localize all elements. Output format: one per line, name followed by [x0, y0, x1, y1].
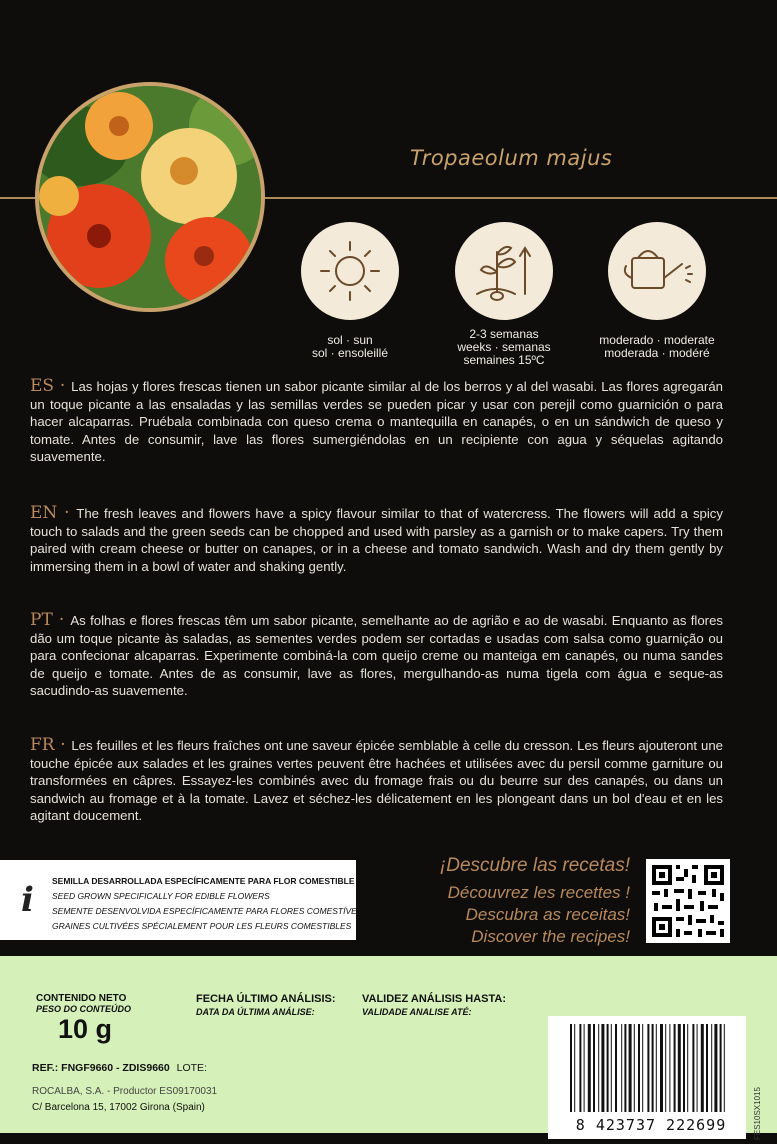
analysis-date-label-pt: DATA DA ÚLTIMA ANÁLISE:: [196, 1007, 315, 1017]
barcode-number: 8 423737 222699: [575, 1116, 727, 1134]
caption-line: sol · ensoleillé: [311, 346, 389, 360]
seedling-growth-icon: [455, 222, 553, 320]
water-caption: [572, 334, 742, 360]
caption-line: sol · sun: [327, 333, 373, 347]
address-line: C/ Barcelona 15, 17002 Girona (Spain): [32, 1102, 205, 1113]
net-weight: 10 g: [58, 1014, 113, 1044]
sun-icon: [301, 222, 399, 320]
sun-caption: [265, 334, 435, 360]
description-pt: PT · As folhas e flores frescas têm um sabor picante, semelhante ao de agrião e ao de wasabi. Enquanto as flores dão um toque picante às saladas, as sementes verdes podem ser cortadas e usadas com salsa como guarnição ou para confecionar alcaparras. Experimente combiná-la com queijo creme ou manteiga em canapés, ou numa sandes de queijo e tomate. Antes de as consumir, lave as flores, mergulhando-as numa tigela com água e seque-as sacudindo-as suavemente.: [30, 610, 723, 699]
caption-line: 2-3 semanas: [469, 327, 539, 341]
validity-label: VALIDEZ ANÁLISIS HASTA:: [362, 993, 507, 1005]
barcode: [548, 1016, 746, 1139]
growth-caption: [419, 328, 589, 367]
info-line: SEMILLA DESARROLLADA ESPECÍFICAMENTE PARA FLOR COMESTIBLE: [52, 876, 355, 886]
lot-label: LOTE:: [176, 1062, 207, 1074]
caption-line: semaines 15ºC: [463, 353, 545, 367]
net-content-label-pt: PESO DO CONTEÚDO: [36, 1004, 132, 1014]
description-text: The fresh leaves and flowers have a spicy flavour similar to that of watercress. The flowers will add a spicy touch to salads and the green seeds can be chopped and used with parsley as a garnish or to make capers. Try them paired with cream cheese or butter on canapes, or in a cheese and tomato sandwich. Wash and dry them gently by immersing them in a bowl of water and shaking gently.: [30, 506, 723, 574]
lang-code: PT: [30, 610, 53, 630]
analysis-date-label: FECHA ÚLTIMO ANÁLISIS:: [196, 993, 336, 1005]
side-code: FES10SX1015: [753, 1087, 762, 1140]
description-text: Las hojas y flores frescas tienen un sabor picante similar al de los berros y al del wasabi. Las flores agregarán un toque picante a las ensaladas y las semillas verdes se pueden picar y usar con perejil como guarnición o para hacer alcaparras. Pruébala combinada con queso crema o mantequilla en canapés, o en un sándwich de queso y tomate. Antes de consumir, lave las flores sumergiéndolas en un recipiente con agua y séquelas agitando suavemente.: [30, 379, 723, 465]
description-text: Les feuilles et les fleurs fraîches ont une saveur épicée semblable à celle du cresson. Les fleurs ajouteront une touche épicée aux salades et les graines vertes peuvent être hachées et utilisées avec du persil comme garniture ou transformées en câpres. Essayez-les combinés avec du fromage frais ou du beurre sur des canapés, ou dans un sandwich au fromage et à la tomate. Lavez et séchez-les délicatement en les plongeant dans un bol d'eau et en les agitant doucement.: [30, 738, 723, 824]
producer-line: ROCALBA, S.A. - Productor ES09170031: [32, 1086, 218, 1097]
recipes-en[interactable]: Discover the recipes!: [471, 927, 630, 946]
description-fr: FR · Les feuilles et les fleurs fraîches ont une saveur épicée semblable à celle du cresson. Les fleurs ajouteront une touche épicée aux salades et les graines vertes peuvent être hachées et utilisées avec du persil comme garniture ou transformées en câpres. Essayez-les combinés avec du fromage frais ou du beurre sur des canapés, ou dans un sandwich au fromage et à la tomate. Lavez et séchez-les délicatement en les plongeant dans un bol d'eau et en les agitant doucement.: [30, 735, 723, 824]
description-en: EN · The fresh leaves and flowers have a spicy flavour similar to that of watercress. The flowers will add a spicy touch to salads and the green seeds can be chopped and used with parsley as a garnish or to make capers. Try them paired with cream cheese or butter on canapes, or in a cheese and tomato sandwich. Wash and dry them gently by immersing them in a bowl of water and shaking gently.: [30, 503, 723, 574]
info-line: SEED GROWN SPECIFICALLY FOR EDIBLE FLOWERS: [52, 891, 270, 901]
description-text: As folhas e flores frescas têm um sabor picante, semelhante ao de agrião e ao de wasabi. Enquanto as flores dão um toque picante às saladas, as sementes verdes podem ser cortadas e usadas com salsa como guarnição ou para confecionar alcaparras. Experimente combiná-la com queijo creme ou manteiga em canapés, ou numa sandes de queijo e tomate. Antes de as consumir, lave as flores, mergulhando-as numa tigela com água e seque-as sacudindo-as suavemente.: [30, 613, 723, 699]
info-line: SEMENTE DESENVOLVIDA ESPECÍFICAMENTE PARA FLORES COMESTÍVEIS: [52, 906, 365, 916]
caption-line: moderada · modéré: [604, 346, 710, 360]
side-code-strip: [753, 1020, 773, 1140]
info-line: GRAINES CULTIVÉES SPÉCIALEMENT POUR LES FLEURS COMESTIBLES: [52, 921, 352, 931]
nasturtium-photo: [35, 82, 265, 312]
recipes-es[interactable]: ¡Descubre las recetas!: [439, 855, 630, 876]
recipes-pt[interactable]: Descubra as receitas!: [465, 905, 630, 924]
validity-label-pt: VALIDADE ANALISE ATÉ:: [362, 1007, 472, 1017]
species-name: Tropaeolum majus: [410, 146, 613, 170]
recipes-fr[interactable]: Découvrez les recettes !: [447, 883, 630, 902]
lang-code: FR: [30, 735, 55, 755]
caption-line: moderado · moderate: [599, 333, 715, 347]
reference-code: REF.: FNGF9660 - ZDIS9660: [32, 1062, 170, 1074]
qr-code[interactable]: [646, 859, 730, 943]
watering-can-icon: [608, 222, 706, 320]
net-content-label: CONTENIDO NETO: [36, 993, 127, 1004]
lang-code: EN: [30, 503, 58, 523]
description-es: ES · Las hojas y flores frescas tienen un sabor picante similar al de los berros y al del wasabi. Las flores agregarán un toque picante a las ensaladas y las semillas verdes se pueden picar y usar con perejil como guarnición o para hacer alcaparras. Pruébala combinada con queso crema o mantequilla en canapés, o en un sándwich de queso y tomate. Antes de consumir, lave las flores sumergiéndolas en un recipiente con agua y séquelas agitando suavemente.: [30, 376, 723, 465]
info-icon: i: [21, 880, 34, 920]
edible-flower-info-box: [0, 860, 365, 940]
lang-code: ES: [30, 376, 55, 396]
reference-line: [32, 1062, 207, 1074]
caption-line: weeks · semanas: [457, 340, 551, 354]
